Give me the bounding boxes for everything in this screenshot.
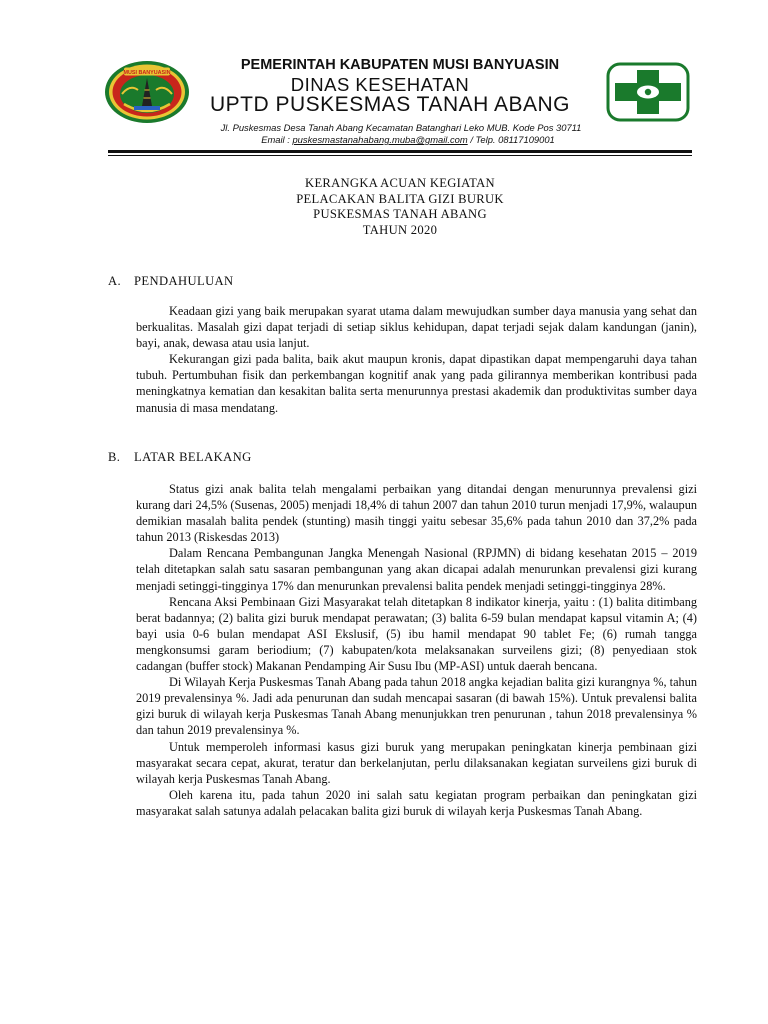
document-title	[100, 176, 700, 238]
paragraph: Status gizi anak balita telah mengalami perbaikan yang ditandai dengan menurunnya prevalensi gizi kurang dari 24,5% (Susenas, 2005) menjadi 18,4% di tahun 2007 dan tahun 2010 turun menjadi 17,9%, walaupun demikian masalah balita pendek (stunting) masih tinggi yaitu sebesar 35,6% pada tahun 2010 dan 37,2% pada tahun 2013 (Riskesdas 2013)	[136, 482, 697, 545]
paragraph: Di Wilayah Kerja Puskesmas Tanah Abang pada tahun 2018 angka kejadian balita gizi kurangnya %, tahun 2019 prevalensinya %. Jadi ada penurunan dan sudah mencapai sasaran (di bawah 15%). Untuk prevalensi balita gizi buruk di wilayah kerja Puskesmas Tanah Abang menunjukkan tren penurunan , tahun 2018 prevalensinya % dan tahun 2019 prevalensinya %.	[136, 675, 697, 738]
unit-name: UPTD PUSKESMAS TANAH ABANG	[210, 93, 570, 116]
paragraph: Kekurangan gizi pada balita, baik akut maupun kronis, dapat dipastikan dapat mempengaruhi daya tahan tubuh. Pertumbuhan fisik dan perkembangan kognitif anak yang pada gilirannya memberikan kontribusi pada meningkatnya kematian dan kesakitan balita serta menurunnya prestasi akademik dan produktivitas sumber daya manusia di masa mendatang.	[136, 352, 697, 415]
title-line-3: PUSKESMAS TANAH ABANG	[313, 207, 487, 222]
letterhead-rule-thick	[108, 150, 692, 153]
contact-line	[178, 134, 638, 145]
section-b-letter: B.	[108, 450, 121, 464]
office-address: Jl. Puskesmas Desa Tanah Abang Kecamatan Batanghari Leko MUB. Kode Pos 30711	[220, 122, 582, 133]
paragraph: Dalam Rencana Pembangunan Jangka Menengah Nasional (RPJMN) di bidang kesehatan 2015 – 2019 telah ditetapkan salah satu sasaran pembangunan yang akan dicapai adalah menurunkan prevalensi gizi kurang menjadi setinggi-tingginya 17% dan menurunkan prevalensi balita pendek menjadi setinggi-tingginya 28%.	[136, 546, 697, 593]
paragraph: Untuk memperoleh informasi kasus gizi buruk yang merupakan peningkatan kinerja pembinaan gizi masyarakat secara cepat, akurat, teratur dan berkelanjutan, perlu dilaksanakan kegiatan surveilens gizi buruk di wilayah kerja Puskesmas Tanah Abang.	[136, 739, 697, 786]
emblem-label: MUSI BANYUASIN	[123, 69, 171, 76]
section-a-heading	[108, 274, 234, 289]
letterhead-rule-thin	[108, 155, 692, 156]
section-b-body	[136, 481, 697, 819]
paragraph: Oleh karena itu, pada tahun 2020 ini salah satu kegiatan program perbaikan dan peningkatan gizi masyarakat salah satunya adalah pelacakan balita gizi buruk di wilayah kerja Puskesmas Tanah Abang.	[136, 787, 697, 818]
musi-banyuasin-emblem-icon	[104, 60, 190, 124]
paragraph: Keadaan gizi yang baik merupakan syarat utama dalam mewujudkan sumber daya manusia yang sehat dan berkualitas. Masalah gizi dapat terjadi di setiap siklus kehidupan, dapat terjadi sejak dalam kandungan (janin), bayi, anak, dewasa atau usia lanjut.	[136, 304, 697, 351]
section-b-title: LATAR BELAKANG	[134, 450, 252, 464]
section-a-title: PENDAHULUAN	[134, 274, 234, 288]
title-line-2: PELACAKAN BALITA GIZI BURUK	[296, 191, 504, 206]
title-line-1: KERANGKA ACUAN KEGIATAN	[305, 176, 495, 190]
health-cross-icon	[606, 62, 690, 122]
phone-number: / Telp. 08117109001	[467, 134, 555, 145]
title-line-4: TAHUN 2020	[362, 222, 438, 237]
section-a-body	[136, 303, 697, 416]
paragraph: Rencana Aksi Pembinaan Gizi Masyarakat telah ditetapkan 8 indikator kinerja, yaitu : (1) balita ditimbang berat badannya; (2) balita gizi buruk mendapat perawatan; (3) balita 6-59 bulan mendapat kapsul vitamin A; (4) bayi usia 0-6 bulan mendapat ASI Ekslusif, (5) ibu hamil mendapat 90 tablet Fe; (6) rumah tangga mengkonsumsi garam beriodium; (7) kabupaten/kota melaksanakan surveilens gizi; (8) penyediaan stok cadangan (buffer stock) Makanan Pendamping Air Susu Ibu (MP-ASI) untuk daerah bencana.	[136, 594, 697, 674]
email-label: Email :	[261, 134, 293, 145]
section-b-heading	[108, 450, 252, 465]
agency-name: DINAS KESEHATAN	[290, 74, 470, 95]
email-link[interactable]: puskesmastanahabang.muba@gmail.com	[292, 134, 468, 145]
section-a-letter: A.	[108, 274, 122, 288]
government-name: PEMERINTAH KABUPATEN MUSI BANYUASIN	[240, 57, 560, 73]
